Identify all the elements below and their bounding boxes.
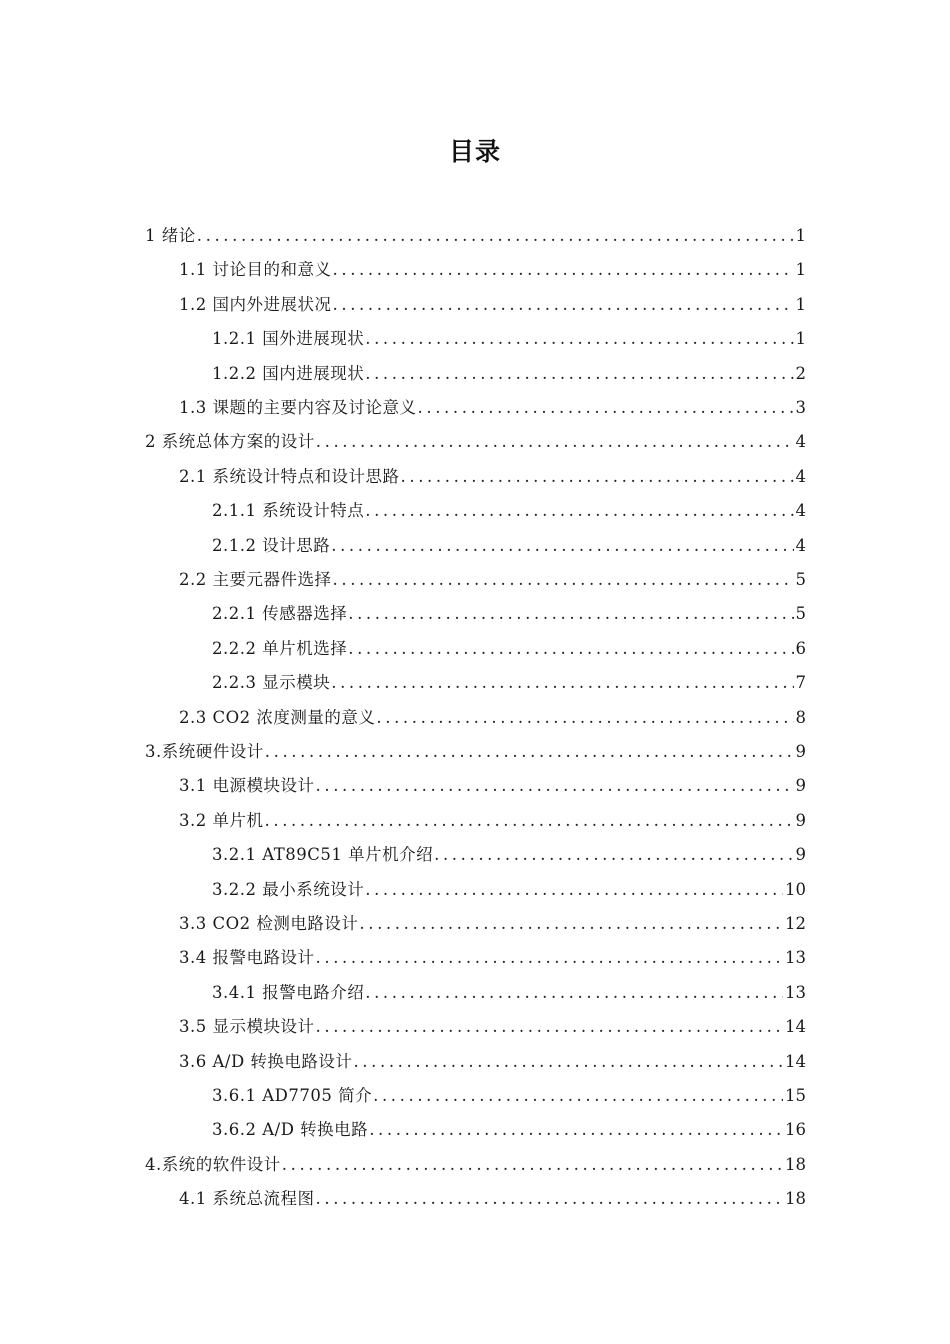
dot-leader	[282, 1150, 783, 1180]
toc-entry-label: 3.系统硬件设计	[145, 742, 264, 761]
toc-entry[interactable]	[212, 634, 806, 664]
toc-entry-page-number: 13	[785, 982, 806, 1002]
toc-entry-label: 4.系统的软件设计	[145, 1154, 281, 1174]
dot-leader	[316, 1184, 784, 1214]
toc-entry-page-number: 1	[795, 260, 806, 280]
dot-leader	[365, 324, 793, 354]
dot-leader	[376, 703, 793, 733]
toc-entry[interactable]	[212, 875, 806, 905]
toc-entry[interactable]	[179, 909, 806, 939]
toc-entry[interactable]	[179, 290, 806, 320]
dot-leader	[365, 978, 783, 1008]
toc-entry-label: 3.5 显示模块设计	[179, 1017, 315, 1037]
toc-entry[interactable]	[145, 1150, 806, 1180]
toc-entry-label: 3.3 CO2 检测电路设计	[179, 914, 359, 933]
toc-entry[interactable]	[179, 565, 806, 595]
toc-entry-label: 1 绪论	[145, 226, 196, 245]
toc-entry[interactable]	[212, 531, 806, 561]
toc-entry-page-number: 18	[785, 1154, 806, 1174]
toc-entry-label: 3.6 A/D 转换电路设计	[179, 1051, 353, 1071]
dot-leader	[331, 531, 793, 561]
toc-entry-page-number: 4	[795, 501, 806, 521]
dot-leader	[359, 909, 783, 939]
toc-entry-page-number: 5	[795, 570, 806, 589]
dot-leader	[316, 771, 794, 801]
dot-leader	[369, 1115, 783, 1145]
toc-entry-label: 3.2.1 AT89C51 单片机介绍	[212, 845, 434, 865]
toc-entry-page-number: 12	[785, 914, 806, 933]
dot-leader	[316, 943, 784, 973]
toc-entry-page-number: 6	[795, 638, 806, 658]
toc-entry-label: 2.1 系统设计特点和设计思路	[179, 466, 400, 486]
toc-entry-label: 3.6.1 AD7705 简介	[212, 1086, 373, 1105]
toc-entry-label: 3.6.2 A/D 转换电路	[212, 1120, 369, 1140]
toc-entry[interactable]	[212, 359, 806, 389]
toc-entry[interactable]	[179, 943, 806, 973]
dot-leader	[365, 496, 793, 526]
toc-entry-page-number: 8	[795, 707, 806, 727]
toc-entry[interactable]	[145, 221, 806, 251]
toc-entry[interactable]	[179, 1184, 806, 1214]
toc-entry-label: 3.2.2 最小系统设计	[212, 879, 365, 899]
toc-entry[interactable]	[179, 1012, 806, 1042]
toc-entry-label: 3.4 报警电路设计	[179, 948, 315, 968]
toc-entry-page-number: 9	[795, 776, 806, 796]
toc-entry-page-number: 1	[795, 226, 806, 245]
toc-entry-label: 2.3 CO2 浓度测量的意义	[179, 707, 376, 727]
toc-entry-page-number: 2	[795, 363, 806, 383]
toc-entry[interactable]	[212, 324, 806, 354]
toc-entry-page-number: 9	[795, 845, 806, 865]
toc-entry-page-number: 9	[795, 742, 806, 761]
dot-leader	[331, 668, 793, 698]
toc-entry-page-number: 1	[795, 329, 806, 349]
dot-leader	[197, 221, 794, 251]
dot-leader	[348, 599, 793, 629]
toc-entry-page-number: 18	[785, 1189, 806, 1209]
toc-entry-label: 2 系统总体方案的设计	[145, 432, 315, 452]
toc-entry-label: 1.2 国内外进展状况	[179, 294, 332, 314]
dot-leader	[373, 1081, 783, 1111]
toc-entry[interactable]	[179, 255, 806, 285]
toc-entry[interactable]	[212, 978, 806, 1008]
toc-entry-page-number: 13	[785, 948, 806, 968]
toc-entry-label: 2.2.1 传感器选择	[212, 604, 348, 624]
toc-entry[interactable]	[179, 771, 806, 801]
toc-entry-page-number: 15	[785, 1086, 806, 1105]
page-title: 目录	[448, 137, 501, 166]
toc-entry-page-number: 4	[795, 535, 806, 555]
toc-entry[interactable]	[212, 1081, 806, 1111]
toc-entry-page-number: 4	[795, 432, 806, 452]
dot-leader	[316, 1012, 784, 1042]
dot-leader	[348, 634, 793, 664]
toc-entry-label: 3.1 电源模块设计	[179, 776, 315, 796]
toc-entry-label: 2.2.2 单片机选择	[212, 638, 348, 658]
toc-entry[interactable]	[179, 806, 806, 836]
toc-entry[interactable]	[212, 668, 806, 698]
toc-entry-label: 3.4.1 报警电路介绍	[212, 982, 365, 1002]
toc-entry-page-number: 1	[795, 294, 806, 314]
toc-entry-page-number: 10	[785, 879, 806, 899]
dot-leader	[401, 462, 794, 492]
dot-leader	[365, 875, 783, 905]
dot-leader	[265, 806, 794, 836]
dot-leader	[418, 393, 794, 423]
dot-leader	[333, 290, 794, 320]
toc-entry-page-number: 9	[795, 810, 806, 830]
toc-entry[interactable]	[212, 1115, 806, 1145]
toc-entry-page-number: 5	[795, 604, 806, 624]
toc-entry-label: 1.2.2 国内进展现状	[212, 363, 365, 383]
toc-entry-page-number: 14	[785, 1051, 806, 1071]
dot-leader	[353, 1047, 783, 1077]
dot-leader	[365, 359, 793, 389]
toc-entry-label: 1.3 课题的主要内容及讨论意义	[179, 398, 417, 417]
toc-entry-page-number: 16	[785, 1120, 806, 1140]
dot-leader	[316, 427, 794, 457]
dot-leader	[434, 840, 793, 870]
toc-entry-label: 2.2.3 显示模块	[212, 673, 331, 693]
dot-leader	[265, 737, 794, 767]
toc-entry[interactable]	[212, 840, 806, 870]
dot-leader	[333, 565, 794, 595]
toc-entry-label: 2.1.1 系统设计特点	[212, 501, 365, 521]
toc-entry[interactable]	[145, 737, 806, 767]
toc-entry-label: 1.2.1 国外进展现状	[212, 329, 365, 349]
toc-entry-page-number: 14	[785, 1017, 806, 1037]
toc-entry-label: 3.2 单片机	[179, 810, 264, 830]
toc-entry[interactable]	[212, 599, 806, 629]
toc-entry-label: 1.1 讨论目的和意义	[179, 260, 332, 280]
toc-entry[interactable]	[179, 1047, 806, 1077]
toc-entry-label: 2.1.2 设计思路	[212, 535, 331, 555]
toc-entry-page-number: 3	[795, 398, 806, 417]
toc-entry-label: 4.1 系统总流程图	[179, 1189, 315, 1209]
toc-entry-page-number: 7	[795, 673, 806, 693]
toc-entry[interactable]	[145, 427, 806, 457]
toc-entry[interactable]	[179, 462, 806, 492]
toc-entry[interactable]	[179, 393, 806, 423]
toc-entry-page-number: 4	[795, 466, 806, 486]
toc-entry[interactable]	[212, 496, 806, 526]
toc-entry[interactable]	[179, 703, 806, 733]
dot-leader	[333, 255, 794, 285]
toc-entry-label: 2.2 主要元器件选择	[179, 570, 332, 589]
